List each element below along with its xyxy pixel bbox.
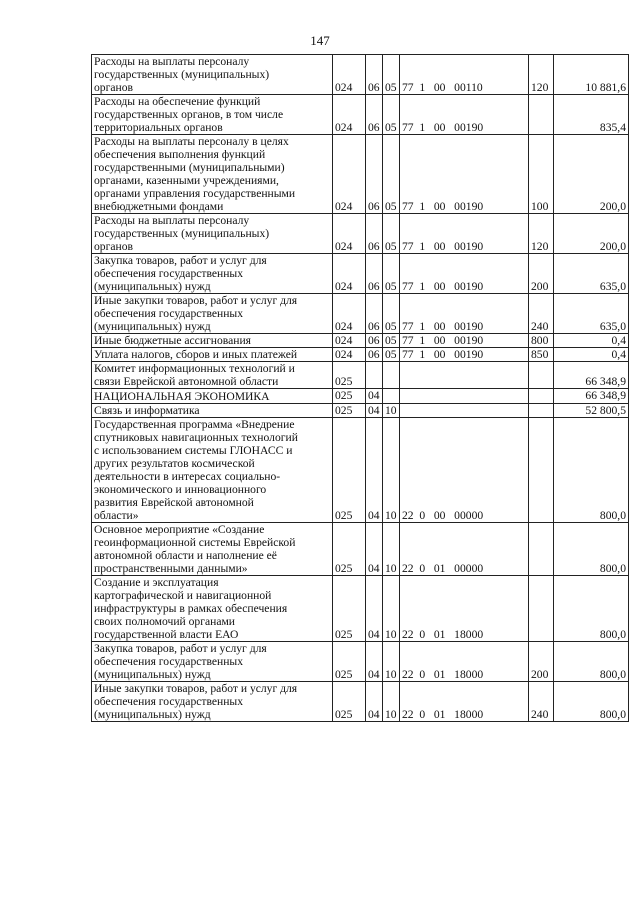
table-row [92, 575, 629, 641]
table-row [92, 294, 629, 334]
expense-name-line: органами, казенными учреждениями, [94, 174, 279, 187]
expense-name-line: развития Еврейской автономной [94, 495, 254, 509]
subsection-code-cell: 05 [383, 214, 400, 254]
expense-name-line: органов [94, 81, 133, 94]
expense-type-cell: 800 [529, 334, 554, 348]
section-code-cell: 06 [366, 95, 383, 135]
expense-type-cell [529, 403, 554, 417]
expense-name-line: НАЦИОНАЛЬНАЯ ЭКОНОМИКА [94, 389, 270, 403]
section-code-cell: 06 [366, 348, 383, 362]
subsection-code-cell: 10 [383, 417, 400, 522]
subsection-code-cell [383, 362, 400, 389]
expense-type-cell: 120 [529, 214, 554, 254]
amount-cell: 835,4 [554, 95, 629, 135]
ministry-code-cell: 025 [333, 362, 366, 389]
section-code-cell: 04 [366, 575, 383, 641]
section-code-cell: 06 [366, 294, 383, 334]
expense-name-line: Уплата налогов, сборов и иных платежей [94, 348, 298, 362]
ministry-code-cell: 024 [333, 254, 366, 294]
ministry-code-cell: 025 [333, 575, 366, 641]
target-article-cell: 77 1 00 00190 [400, 254, 529, 294]
expense-name-line: (муниципальных) нужд [94, 667, 211, 681]
amount-cell: 0,4 [554, 334, 629, 348]
expense-name-line: обеспечения выполнения функций [94, 148, 266, 161]
ministry-code-cell: 024 [333, 55, 366, 95]
section-code-cell: 04 [366, 681, 383, 721]
subsection-code-cell [383, 389, 400, 403]
expense-name-cell [92, 334, 333, 348]
expense-type-cell [529, 95, 554, 135]
target-article-cell: 77 1 00 00190 [400, 214, 529, 254]
expense-name-line: своих полномочий органами [94, 614, 236, 628]
budget-table-body [92, 55, 629, 722]
expense-type-cell [529, 417, 554, 522]
table-row [92, 254, 629, 294]
expense-name-line: Комитет информационных технологий и [94, 362, 295, 376]
section-code-cell: 06 [366, 334, 383, 348]
page-number: 147 [310, 33, 330, 48]
expense-name-line: геоинформационной системы Еврейской [94, 535, 296, 549]
expense-name-cell [92, 522, 333, 575]
section-code-cell [366, 362, 383, 389]
table-row [92, 334, 629, 348]
ministry-code-cell: 025 [333, 641, 366, 681]
subsection-code-cell: 10 [383, 641, 400, 681]
expense-name-line: Закупка товаров, работ и услуг для [94, 254, 267, 267]
section-code-cell: 06 [366, 254, 383, 294]
expense-name-line: (муниципальных) нужд [94, 707, 211, 721]
expense-name-cell [92, 254, 333, 294]
expense-name-line: органов [94, 240, 133, 253]
amount-cell: 200,0 [554, 214, 629, 254]
subsection-code-cell: 05 [383, 95, 400, 135]
expense-name-line: внебюджетными фондами [94, 200, 224, 213]
expense-type-cell: 100 [529, 135, 554, 214]
ministry-code-cell: 024 [333, 294, 366, 334]
target-article-cell: 77 1 00 00110 [400, 55, 529, 95]
expense-name-line: (муниципальных) нужд [94, 280, 211, 293]
expense-name-cell [92, 348, 333, 362]
amount-cell: 800,0 [554, 681, 629, 721]
expense-name-cell [92, 575, 333, 641]
table-row [92, 95, 629, 135]
expense-name-cell [92, 403, 333, 417]
expense-name-line: с использованием системы ГЛОНАСС и [94, 443, 293, 457]
expense-name-line: Иные закупки товаров, работ и услуг для [94, 681, 298, 695]
subsection-code-cell: 10 [383, 522, 400, 575]
expense-name-line: государственных органов, в том числе [94, 108, 284, 121]
expense-type-cell: 120 [529, 55, 554, 95]
target-article-cell: 77 1 00 00190 [400, 95, 529, 135]
table-row [92, 55, 629, 95]
expense-name-cell [92, 294, 333, 334]
target-article-cell [400, 403, 529, 417]
expense-name-cell [92, 362, 333, 389]
expense-name-line: Иные бюджетные ассигнования [94, 334, 251, 348]
target-article-cell: 77 1 00 00190 [400, 334, 529, 348]
table-row [92, 522, 629, 575]
expense-name-cell [92, 95, 333, 135]
expense-name-cell [92, 55, 333, 95]
expense-name-line: органами управления государственными [94, 187, 296, 200]
expense-name-line: деятельности в интересах социально- [94, 469, 281, 483]
expense-name-line: других результатов космической [94, 456, 255, 470]
expense-type-cell [529, 575, 554, 641]
section-code-cell: 06 [366, 135, 383, 214]
expense-name-line: Основное мероприятие «Создание [94, 522, 265, 536]
amount-cell: 200,0 [554, 135, 629, 214]
expense-name-line: экономического и инновационного [94, 482, 267, 496]
amount-cell: 635,0 [554, 294, 629, 334]
subsection-code-cell: 05 [383, 55, 400, 95]
table-row [92, 681, 629, 721]
section-code-cell: 04 [366, 417, 383, 522]
expense-name-line: Расходы на выплаты персоналу в целях [94, 135, 289, 148]
expense-type-cell [529, 362, 554, 389]
table-row [92, 348, 629, 362]
expense-name-line: территориальных органов [94, 121, 223, 134]
section-code-cell: 04 [366, 389, 383, 403]
target-article-cell: 22 0 01 00000 [400, 522, 529, 575]
expense-name-line: Закупка товаров, работ и услуг для [94, 641, 267, 655]
expense-name-cell [92, 135, 333, 214]
target-article-cell: 22 0 00 00000 [400, 417, 529, 522]
expense-name-line: Иные закупки товаров, работ и услуг для [94, 294, 298, 307]
target-article-cell [400, 389, 529, 403]
subsection-code-cell: 05 [383, 334, 400, 348]
expense-name-line: (муниципальных) нужд [94, 320, 211, 333]
subsection-code-cell: 10 [383, 575, 400, 641]
target-article-cell: 77 1 00 00190 [400, 135, 529, 214]
expense-name-line: Государственная программа «Внедрение [94, 417, 295, 431]
amount-cell: 635,0 [554, 254, 629, 294]
expense-name-cell [92, 214, 333, 254]
target-article-cell: 22 0 01 18000 [400, 681, 529, 721]
target-article-cell: 77 1 00 00190 [400, 294, 529, 334]
table-row [92, 417, 629, 522]
table-row [92, 641, 629, 681]
expense-type-cell: 240 [529, 681, 554, 721]
section-code-cell: 06 [366, 55, 383, 95]
subsection-code-cell: 10 [383, 403, 400, 417]
ministry-code-cell: 024 [333, 95, 366, 135]
amount-cell: 0,4 [554, 348, 629, 362]
target-article-cell [400, 362, 529, 389]
target-article-cell: 77 1 00 00190 [400, 348, 529, 362]
expense-name-line: картографической и навигационной [94, 588, 272, 602]
table-row [92, 403, 629, 417]
expense-name-cell [92, 641, 333, 681]
expense-name-line: Расходы на выплаты персоналу [94, 214, 250, 227]
expense-type-cell: 200 [529, 254, 554, 294]
amount-cell: 800,0 [554, 522, 629, 575]
subsection-code-cell: 10 [383, 681, 400, 721]
amount-cell: 10 881,6 [554, 55, 629, 95]
expense-name-line: инфраструктуры в рамках обеспечения [94, 601, 288, 615]
expense-name-cell [92, 389, 333, 403]
expense-name-line: обеспечения государственных [94, 654, 244, 668]
table-row [92, 362, 629, 389]
subsection-code-cell: 05 [383, 254, 400, 294]
ministry-code-cell: 024 [333, 214, 366, 254]
expense-type-cell [529, 522, 554, 575]
target-article-cell: 22 0 01 18000 [400, 575, 529, 641]
expense-type-cell: 850 [529, 348, 554, 362]
section-code-cell: 04 [366, 403, 383, 417]
expense-name-line: Связь и информатика [94, 403, 200, 417]
ministry-code-cell: 025 [333, 522, 366, 575]
expense-type-cell [529, 389, 554, 403]
ministry-code-cell: 025 [333, 389, 366, 403]
table-row [92, 214, 629, 254]
expense-name-cell [92, 417, 333, 522]
expense-name-line: спутниковых навигационных технологий [94, 430, 298, 444]
expense-name-line: обеспечения государственных [94, 307, 244, 320]
expense-name-line: Создание и эксплуатация [94, 575, 219, 589]
budget-table [91, 54, 629, 722]
subsection-code-cell: 05 [383, 135, 400, 214]
expense-name-line: связи Еврейской автономной области [94, 375, 279, 389]
expense-name-line: государственных (муниципальных) [94, 68, 270, 81]
ministry-code-cell: 025 [333, 681, 366, 721]
expense-name-line: государственной власти ЕАО [94, 627, 239, 641]
section-code-cell: 04 [366, 641, 383, 681]
section-code-cell: 04 [366, 522, 383, 575]
section-code-cell: 06 [366, 214, 383, 254]
subsection-code-cell: 05 [383, 294, 400, 334]
expense-name-line: области» [94, 508, 139, 522]
table-row [92, 135, 629, 214]
expense-name-line: Расходы на выплаты персоналу [94, 55, 250, 68]
expense-name-line: обеспечения государственных [94, 694, 244, 708]
amount-cell: 800,0 [554, 575, 629, 641]
target-article-cell: 22 0 01 18000 [400, 641, 529, 681]
amount-cell: 66 348,9 [554, 389, 629, 403]
amount-cell: 52 800,5 [554, 403, 629, 417]
ministry-code-cell: 024 [333, 334, 366, 348]
expense-name-line: пространственными данными» [94, 561, 248, 575]
expense-name-line: государственных (муниципальных) [94, 227, 270, 240]
subsection-code-cell: 05 [383, 348, 400, 362]
expense-name-line: автономной области и наполнение её [94, 548, 277, 562]
ministry-code-cell: 025 [333, 403, 366, 417]
amount-cell: 800,0 [554, 417, 629, 522]
table-row [92, 389, 629, 403]
expense-name-line: Расходы на обеспечение функций [94, 95, 261, 108]
expense-type-cell: 200 [529, 641, 554, 681]
ministry-code-cell: 025 [333, 417, 366, 522]
ministry-code-cell: 024 [333, 348, 366, 362]
amount-cell: 66 348,9 [554, 362, 629, 389]
amount-cell: 800,0 [554, 641, 629, 681]
expense-name-line: государственными (муниципальными) [94, 161, 285, 174]
expense-name-cell [92, 681, 333, 721]
expense-name-line: обеспечения государственных [94, 267, 244, 280]
ministry-code-cell: 024 [333, 135, 366, 214]
expense-type-cell: 240 [529, 294, 554, 334]
